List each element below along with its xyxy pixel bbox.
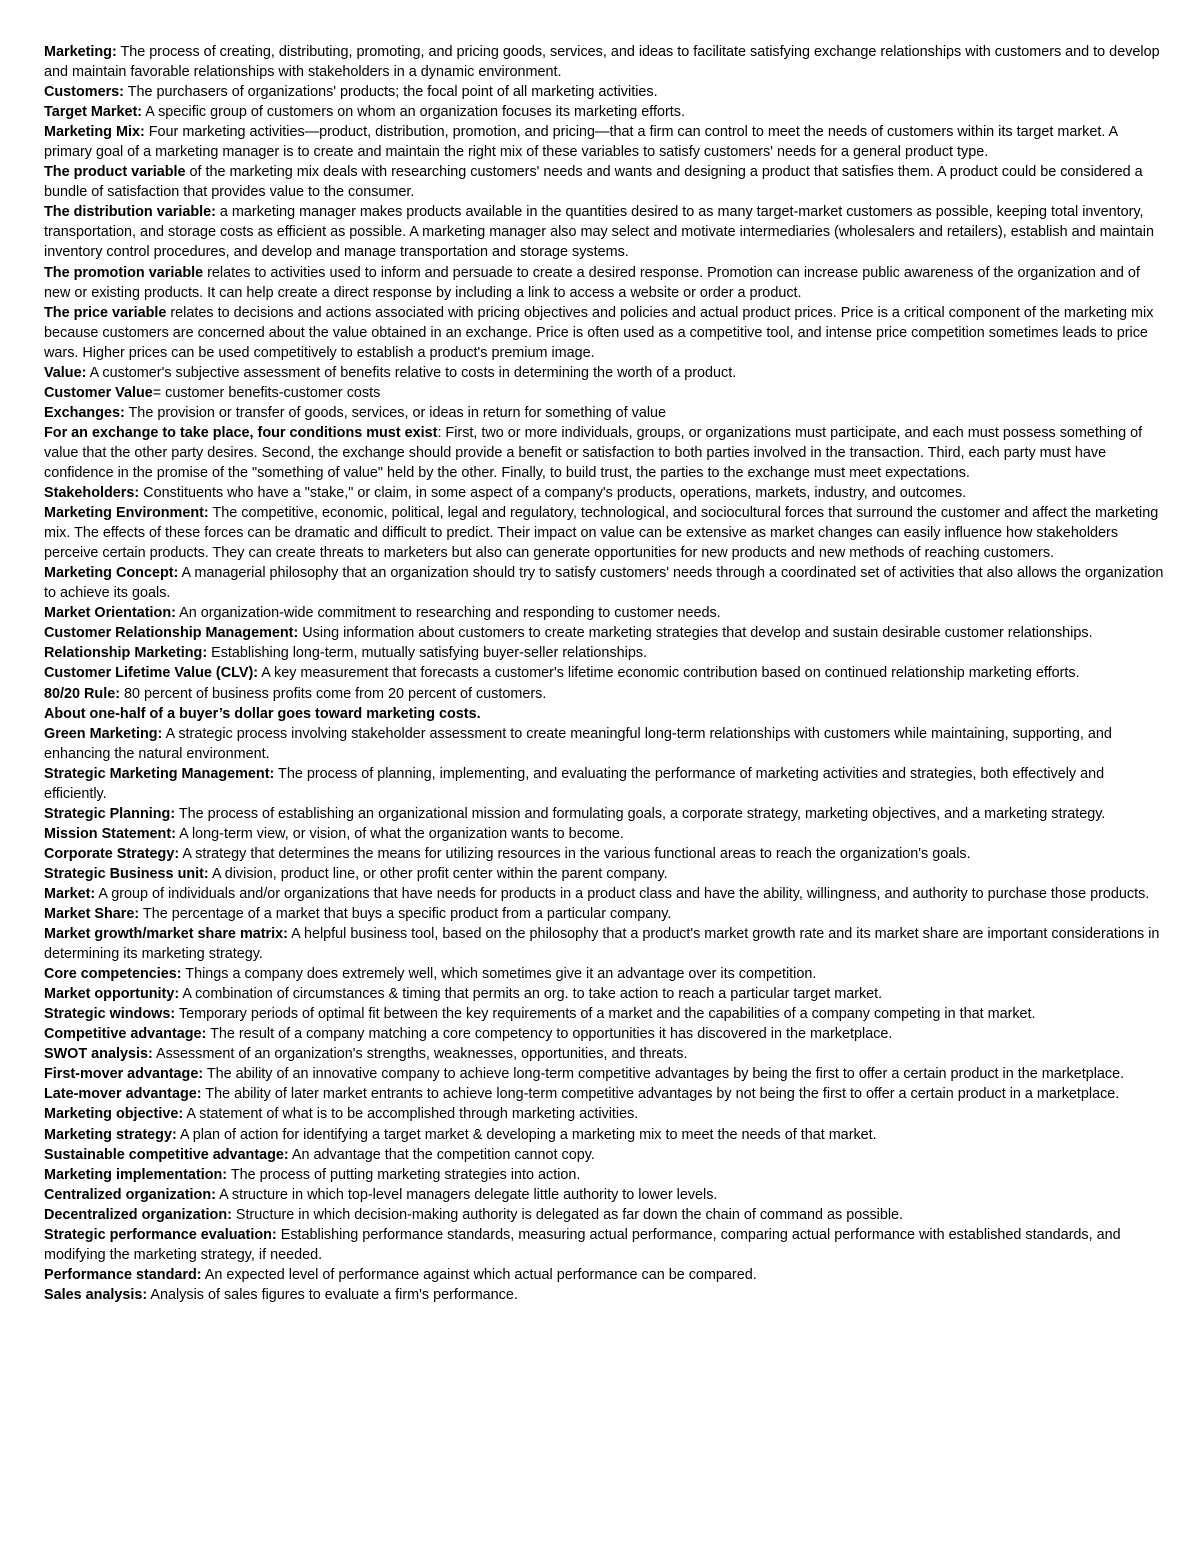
entry-term: Mission Statement: [44,825,176,842]
glossary-entry [44,363,1164,383]
entry-definition: Using information about customers to create marketing strategies that develop and sustain desirable customer relationships. [298,625,1093,642]
glossary-entry [44,1104,1164,1124]
entry-term: Marketing Concept: [44,565,179,582]
entry-definition: An expected level of performance against which actual performance can be compared. [201,1266,757,1283]
entry-term: Marketing Mix: [44,124,145,141]
entry-term: Relationship Marketing: [44,645,208,662]
entry-term: Strategic Planning: [44,805,176,822]
entry-definition: The ability of an innovative company to achieve long-term competitive advantages by being the first to offer a certain product in the marketplace. [203,1066,1125,1083]
entry-term: Marketing strategy: [44,1126,177,1143]
glossary-entry [44,724,1164,764]
glossary-entry [44,1265,1164,1285]
entry-definition: A customer's subjective assessment of benefits relative to costs in determining the worth of a product. [86,364,737,381]
entry-definition: The ability of later market entrants to achieve long-term competitive advantages by not being the first to offer a certain product in a marketplace. [201,1086,1120,1103]
entry-definition: A key measurement that forecasts a customer's lifetime economic contribution based on continued relationship marketing efforts. [258,665,1080,682]
entry-term: Value: [44,364,87,381]
entry-term: SWOT analysis: [44,1046,153,1063]
entry-term: Exchanges: [44,404,125,421]
entry-term: Marketing: [44,44,117,60]
entry-definition: A strategy that determines the means for utilizing resources in the various functional areas to reach the organization's goals. [179,845,971,862]
entry-term: Customer Relationship Management: [44,625,299,642]
entry-definition: The process of establishing an organizational mission and formulating goals, a corporate strategy, marketing objectives, and a marketing strategy. [175,805,1106,822]
entry-term: Market growth/market share matrix: [44,926,288,943]
glossary-entry [44,503,1164,563]
glossary-entry [44,403,1164,423]
entry-definition: of the marketing mix deals with researching customers' needs and wants and designing a product that satisfies them. A product could be considered a bundle of satisfaction that provides value to the consumer. [44,164,1143,201]
glossary-entry [44,102,1164,122]
glossary-entry [44,984,1164,1004]
glossary-entry [44,42,1164,82]
entry-term: The price variable [44,304,167,321]
entry-term: 80/20 Rule: [44,685,120,702]
entry-definition: A long-term view, or vision, of what the organization wants to become. [175,825,624,842]
entry-definition: The competitive, economic, political, legal and regulatory, technological, and sociocultural forces that surround the customer and affect the marketing mix. The effects of these forces can be dramatic and difficult to predict. Their impact on value can be extensive as market changes can easily influence how stakeholders perceive certain products. They can create threats to marketers but also can generate opportunities for new products and new methods of reaching customers. [44,505,1159,562]
entry-term: Strategic Marketing Management: [44,765,275,782]
entry-definition: A managerial philosophy that an organization should try to satisfy customers' needs through a coordinated set of activities that also allows the organization to achieve its goals. [44,565,1164,602]
glossary-entry [44,884,1164,904]
entry-term: Corporate Strategy: [44,845,180,862]
glossary-entry [44,623,1164,643]
glossary-entry [44,563,1164,603]
entry-term: Customer Lifetime Value (CLV): [44,665,259,682]
glossary-entry [44,1165,1164,1185]
glossary-entry [44,663,1164,683]
entry-term: About one-half of a buyer’s dollar goes toward marketing costs. [44,705,481,722]
entry-definition: A group of individuals and/or organizations that have needs for products in a product class and have the ability, willingness, and authority to purchase those products. [95,885,1150,902]
entry-definition: Temporary periods of optimal fit between the key requirements of a market and the capabilities of a company competing in that market. [175,1006,1036,1023]
entry-term: The distribution variable: [44,204,216,221]
entry-definition: a marketing manager makes products available in the quantities desired to as many target-market customers as possible, keeping total inventory, transportation, and storage costs as efficient as possible. A marketing manager also may select and motivate intermediaries (wholesalers and retailers), establish and maintain inventory control procedures, and develop and manage transportation and storage systems. [44,204,1154,261]
entry-term: Decentralized organization: [44,1206,232,1223]
glossary-entry [44,423,1164,483]
entry-term: For an exchange to take place, four conditions must exist [44,424,438,441]
glossary-entry [44,1044,1164,1064]
entry-definition: relates to decisions and actions associated with pricing objectives and policies and actual product prices. Price is a critical component of the marketing mix because customers are concerned about the value obtained in an exchange. Price is often used as a competitive tool, and intense price competition sometimes leads to price wars. Higher prices can be used competitively to establish a product's premium image. [44,304,1154,361]
entry-definition: Structure in which decision-making authority is delegated as far down the chain of command as possible. [231,1206,904,1223]
entry-term: Competitive advantage: [44,1026,207,1043]
glossary-entry [44,1205,1164,1225]
entry-term: Marketing implementation: [44,1166,228,1183]
glossary-entry [44,1145,1164,1165]
glossary-entry [44,764,1164,804]
entry-definition: : First, two or more individuals, groups, or organizations must participate, and each must possess something of value that the other party desires. Second, the exchange should provide a benefit or satisfaction to both parties involved in the transaction. Third, each party must have confidence in the promise of the "something of value" held by the other. Finally, to build trust, the parties to the exchange must meet expectations. [44,424,1143,481]
entry-term: Customers: [44,84,124,101]
glossary-entry [44,824,1164,844]
glossary-entry [44,383,1164,403]
glossary-entry [44,684,1164,704]
glossary-entry [44,1064,1164,1084]
glossary-entry [44,904,1164,924]
entry-term: Marketing Environment: [44,505,209,522]
entry-term: First-mover advantage: [44,1066,204,1083]
entry-term: Sales analysis: [44,1286,148,1303]
entry-term: Strategic windows: [44,1006,176,1023]
entry-definition: relates to activities used to inform and persuade to create a desired response. Promotion can increase public awareness of the organization and of new or existing products. It can help create a direct response by including a link to access a website or order a product. [44,264,1140,301]
entry-term: Market opportunity: [44,986,180,1003]
entry-term: Market Orientation: [44,605,176,622]
entry-term: Late-mover advantage: [44,1086,202,1103]
entry-term: Marketing objective: [44,1106,184,1123]
entry-term: Strategic Business unit: [44,865,209,882]
entry-term: Centralized organization: [44,1186,216,1203]
entry-definition: The process of putting marketing strategies into action. [227,1166,581,1183]
glossary-entry [44,964,1164,984]
glossary-entry [44,1225,1164,1265]
entry-term: The promotion variable [44,264,204,281]
entry-definition: Establishing long-term, mutually satisfying buyer-seller relationships. [207,645,648,662]
entry-definition: A structure in which top-level managers delegate little authority to lower levels. [215,1186,718,1203]
glossary-entry [44,82,1164,102]
entry-definition: A plan of action for identifying a target market & developing a marketing mix to meet the needs of that market. [176,1126,877,1143]
entry-definition: The process of planning, implementing, and evaluating the performance of marketing activities and strategies, both effectively and efficiently. [44,765,1105,802]
entry-term: Strategic performance evaluation: [44,1226,277,1243]
entry-definition: Establishing performance standards, measuring actual performance, comparing actual performance with established standards, and modifying the marketing strategy, if needed. [44,1226,1121,1263]
glossary-entry [44,643,1164,663]
entry-definition: The purchasers of organizations' products; the focal point of all marketing activities. [123,84,658,101]
entry-definition: A combination of circumstances & timing that permits an org. to take action to reach a particular target market. [179,986,883,1003]
entry-definition: Things a company does extremely well, which sometimes give it an advantage over its competition. [181,966,817,983]
glossary-entry [44,844,1164,864]
entry-definition: An advantage that the competition cannot copy. [288,1146,595,1163]
glossary-entry [44,162,1164,202]
glossary-entry [44,1185,1164,1205]
glossary-entry [44,202,1164,262]
entry-term: Sustainable competitive advantage: [44,1146,289,1163]
glossary-entry [44,864,1164,884]
entry-term: Market: [44,885,96,902]
entry-definition: Assessment of an organization's strengths, weaknesses, opportunities, and threats. [152,1046,688,1063]
glossary-entry [44,122,1164,162]
entry-definition: The process of creating, distributing, promoting, and pricing goods, services, and ideas to facilitate satisfying exchange relationships with customers and to develop and maintain favorable relationships with stakeholders in a dynamic environment. [44,44,1160,81]
entry-term: Target Market: [44,104,143,121]
entry-definition: Analysis of sales figures to evaluate a firm's performance. [147,1286,518,1303]
entry-definition: The percentage of a market that buys a specific product from a particular company. [139,906,672,923]
entry-definition: 80 percent of business profits come from 20 percent of customers. [120,685,547,702]
entry-definition: An organization-wide commitment to researching and responding to customer needs. [175,605,721,622]
glossary-entry [44,1285,1164,1305]
entry-term: Customer Value [44,384,153,401]
glossary-entry [44,483,1164,503]
glossary-entry [44,1125,1164,1145]
entry-term: The product variable [44,164,186,181]
entry-term: Performance standard: [44,1266,202,1283]
entry-term: Market Share: [44,906,140,923]
entry-definition: A strategic process involving stakeholder assessment to create meaningful long-term relationships with customers while maintaining, supporting, and enhancing the natural environment. [44,725,1112,762]
entry-term: Green Marketing: [44,725,163,742]
entry-term: Stakeholders: [44,485,140,502]
glossary-entry [44,303,1164,363]
glossary-entry [44,1084,1164,1104]
glossary-entry [44,603,1164,623]
entry-definition: The result of a company matching a core competency to opportunities it has discovered in the marketplace. [206,1026,893,1043]
entry-term: Core competencies: [44,966,182,983]
entry-definition: A division, product line, or other profit center within the parent company. [208,865,668,882]
entry-definition: = customer benefits-customer costs [152,384,381,401]
entry-definition: A helpful business tool, based on the philosophy that a product's market growth rate and its market share are important considerations in determining its marketing strategy. [44,926,1160,963]
glossary-entry [44,1024,1164,1044]
entry-definition: A specific group of customers on whom an organization focuses its marketing efforts. [142,104,685,121]
glossary-entry [44,704,1164,724]
entry-definition: The provision or transfer of goods, services, or ideas in return for something of value [124,404,667,421]
glossary-entry [44,924,1164,964]
entry-definition: A statement of what is to be accomplished through marketing activities. [183,1106,639,1123]
entry-definition: Four marketing activities—product, distribution, promotion, and pricing—that a firm can control to meet the needs of customers within its target market. A primary goal of a marketing manager is to create and maintain the right mix of these variables to satisfy customers' needs for a general product type. [44,124,1118,161]
entry-definition: Constituents who have a "stake," or claim, in some aspect of a company's products, operations, markets, industry, and outcomes. [139,485,967,502]
glossary-entry [44,804,1164,824]
glossary-entry [44,263,1164,303]
glossary-entry [44,1004,1164,1024]
